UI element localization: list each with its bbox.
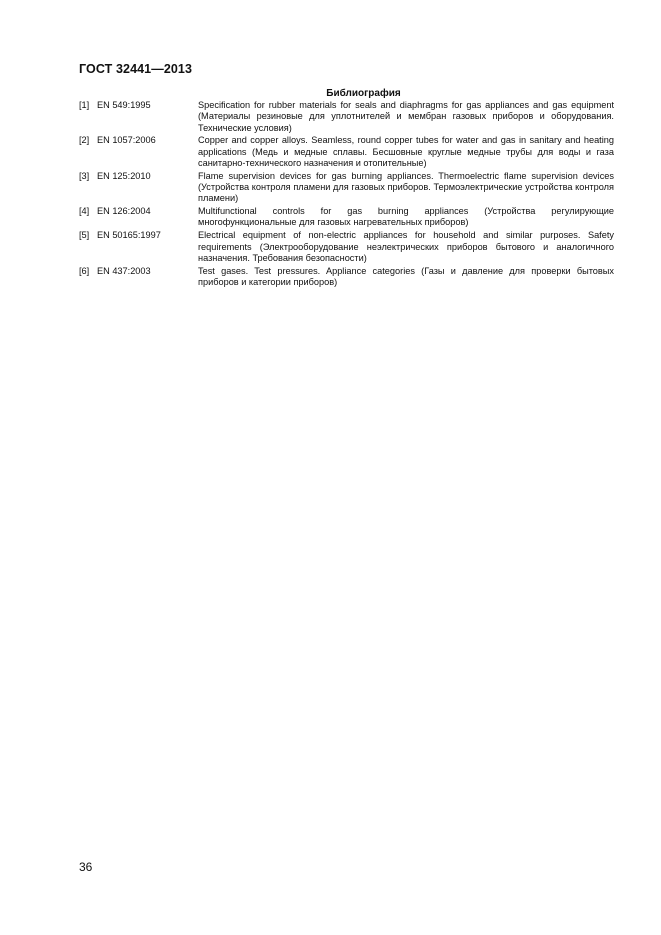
bibliography-title: Библиография: [326, 88, 401, 99]
entry-number: [3]: [79, 170, 90, 181]
page-number: 36: [79, 860, 93, 874]
entry-description: Flame supervision devices for gas burning appliances. Thermoelectric flame supervision devices (Устройства контроля пламени для газовых приборов. Термоэлектрические устройства контроля пламени): [198, 170, 614, 204]
entry-description: Copper and copper alloys. Seamless, round copper tubes for water and gas in sanitary and heating applications (Медь и медные сплавы. Бесшовные круглые медные трубы для воды и газа санитарно-технического назначения и отопительные): [198, 135, 614, 168]
entry-description: Multifunctional controls for gas burning appliances (Устройства регулирующие многофункциональные для газовых нагревательных приборов): [198, 206, 614, 228]
entry-number: [2]: [79, 135, 90, 146]
bibliography-list: [79, 100, 614, 290]
bibliography-entry: [79, 266, 614, 289]
entry-number: [1]: [79, 100, 90, 110]
entry-standard-code: EN 50165:1997: [97, 230, 161, 241]
bibliography-entry: [79, 230, 614, 264]
entry-number: [6]: [79, 265, 90, 276]
bibliography-entry: [79, 171, 614, 205]
entry-standard-code: EN 437:2003: [97, 265, 151, 276]
entry-description: Electrical equipment of non-electric appliances for household and similar purposes. Safety requirements (Электрооборудование неэлектрических приборов бытового и аналогичного назначения. Требования безопасности): [198, 230, 614, 263]
entry-standard-code: EN 126:2004: [97, 206, 151, 217]
entry-number: [5]: [79, 230, 90, 241]
entry-standard-code: EN 1057:2006: [97, 135, 156, 146]
entry-description: Test gases. Test pressures. Appliance categories (Газы и давление для проверки бытовых приборов и категории приборов): [198, 265, 614, 287]
entry-standard-code: EN 549:1995: [97, 100, 151, 110]
document-header: ГОСТ 32441—2013: [79, 62, 193, 76]
entry-description: Specification for rubber materials for seals and diaphragms for gas appliances and gas equipment (Материалы резиновые для уплотнителей и мембран газовых приборов и оборудования. Технические условия): [198, 100, 614, 133]
entry-number: [4]: [79, 206, 90, 217]
entry-standard-code: EN 125:2010: [97, 170, 151, 181]
bibliography-entry: [79, 206, 614, 229]
bibliography-entry: [79, 100, 614, 134]
bibliography-entry: [79, 135, 614, 169]
